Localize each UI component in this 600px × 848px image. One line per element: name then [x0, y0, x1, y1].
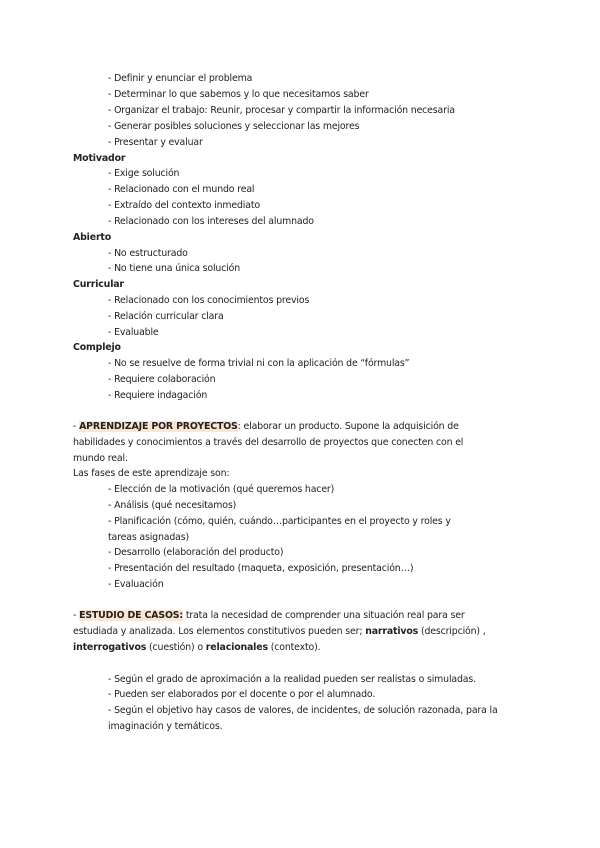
list-item: - Relación curricular clara: [108, 311, 224, 322]
list-item: - No se resuelve de forma trivial ni con la aplicación de “fórmulas”: [108, 358, 410, 369]
cases-paragraph-line: interrogativos (cuestión) o relacionales (contexto).: [73, 642, 321, 653]
cases-paragraph-line: estudiada y analizada. Los elementos constitutivos pueden ser; narrativos (descripción) ,: [73, 626, 486, 637]
step-item: - Presentar y evaluar: [108, 137, 203, 148]
phase-item: - Evaluación: [108, 579, 164, 590]
list-item: - Requiere colaboración: [108, 374, 216, 385]
phases-intro: Las fases de este aprendizaje son:: [73, 468, 230, 479]
cases-bullet: - Según el grado de aproximación a la realidad pueden ser realistas o simuladas.: [108, 674, 476, 685]
cases-bullet: - Pueden ser elaborados por el docente o por el alumnado.: [108, 689, 376, 700]
list-item: - Exige solución: [108, 168, 180, 179]
heading-abierto: Abierto: [73, 232, 112, 243]
cases-bullet-continuation: imaginación y temáticos.: [108, 721, 223, 732]
projects-paragraph-line: mundo real.: [73, 453, 128, 464]
heading-complejo: Complejo: [73, 342, 121, 353]
heading-motivador: Motivador: [73, 153, 126, 164]
cases-highlight: ESTUDIO DE CASOS:: [79, 610, 184, 621]
step-item: - Generar posibles soluciones y seleccionar las mejores: [108, 121, 360, 132]
cases-bullet: - Según el objetivo hay casos de valores, de incidentes, de solución razonada, para la: [108, 705, 498, 716]
step-item: - Organizar el trabajo: Reunir, procesar y compartir la información necesaria: [108, 105, 455, 116]
projects-paragraph: - APRENDIZAJE POR PROYECTOS: elaborar un producto. Supone la adquisición de: [73, 421, 459, 432]
list-item: - Relacionado con los intereses del alumnado: [108, 216, 314, 227]
list-item: - Requiere indagación: [108, 390, 208, 401]
heading-curricular: Curricular: [73, 279, 124, 290]
phase-item: - Planificación (cómo, quién, cuándo…participantes en el proyecto y roles y: [108, 516, 451, 527]
projects-highlight: APRENDIZAJE POR PROYECTOS: [79, 421, 238, 432]
list-item: - Extraído del contexto inmediato: [108, 200, 260, 211]
list-item: - No estructurado: [108, 248, 188, 259]
list-item: - Relacionado con los conocimientos previos: [108, 295, 310, 306]
cases-paragraph: - ESTUDIO DE CASOS: trata la necesidad de comprender una situación real para ser: [73, 610, 465, 621]
list-item: - Relacionado con el mundo real: [108, 184, 255, 195]
phase-item: - Desarrollo (elaboración del producto): [108, 547, 284, 558]
phase-item: - Presentación del resultado (maqueta, exposición, presentación…): [108, 563, 414, 574]
list-item: - No tiene una única solución: [108, 263, 241, 274]
list-item: - Evaluable: [108, 327, 159, 338]
phase-item: - Elección de la motivación (qué queremos hacer): [108, 484, 335, 495]
step-item: - Determinar lo que sabemos y lo que necesitamos saber: [108, 89, 369, 100]
step-item: - Definir y enunciar el problema: [108, 73, 253, 84]
phase-item: - Análisis (qué necesitamos): [108, 500, 237, 511]
projects-paragraph-line: habilidades y conocimientos a través del desarrollo de proyectos que conecten con el: [73, 437, 464, 448]
phase-item-continuation: tareas asignadas): [108, 532, 190, 543]
